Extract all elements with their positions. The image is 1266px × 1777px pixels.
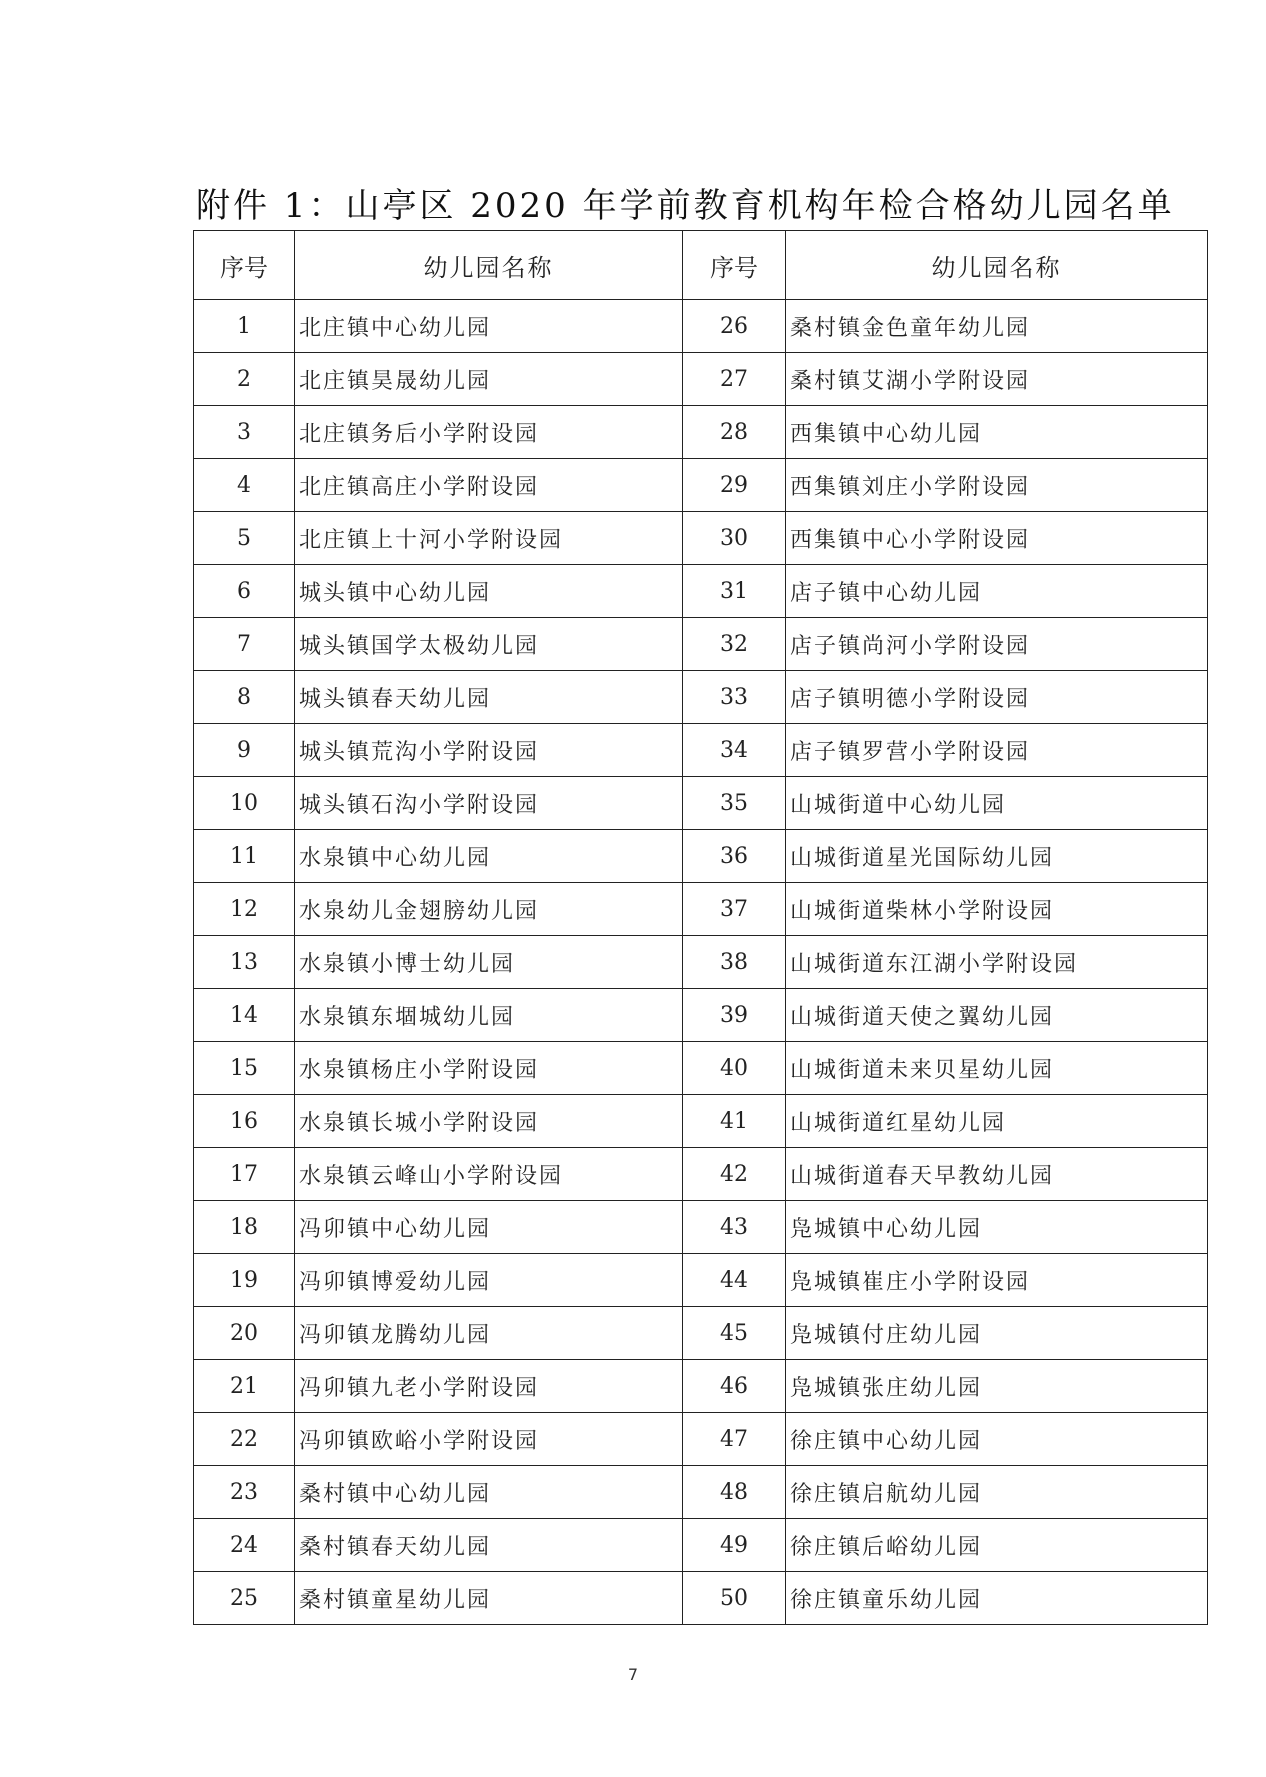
kindergarten-name-cell: 山城街道东江湖小学附设园 (786, 936, 1208, 989)
kindergarten-name-cell: 桑村镇金色童年幼儿园 (786, 300, 1208, 353)
kindergarten-name-cell: 徐庄镇童乐幼儿园 (786, 1572, 1208, 1625)
kindergarten-name-cell: 水泉镇东堌城幼儿园 (295, 989, 683, 1042)
serial-number-cell: 50 (683, 1572, 786, 1625)
serial-number-cell: 28 (683, 406, 786, 459)
table-row (194, 300, 1208, 353)
kindergarten-name-cell: 冯卯镇博爱幼儿园 (295, 1254, 683, 1307)
kindergarten-name-cell: 冯卯镇龙腾幼儿园 (295, 1307, 683, 1360)
serial-number-cell: 25 (194, 1572, 295, 1625)
serial-number-cell: 21 (194, 1360, 295, 1413)
kindergarten-name-cell: 城头镇石沟小学附设园 (295, 777, 683, 830)
table-row (194, 512, 1208, 565)
serial-number-cell: 8 (194, 671, 295, 724)
serial-number-cell: 42 (683, 1148, 786, 1201)
kindergarten-name-cell: 凫城镇张庄幼儿园 (786, 1360, 1208, 1413)
serial-number-cell: 48 (683, 1466, 786, 1519)
kindergarten-name-cell: 城头镇国学太极幼儿园 (295, 618, 683, 671)
page-number: 7 (627, 1665, 639, 1684)
table-row (194, 459, 1208, 512)
table-row (194, 1572, 1208, 1625)
kindergarten-name-cell: 店子镇尚河小学附设园 (786, 618, 1208, 671)
serial-number-cell: 9 (194, 724, 295, 777)
serial-number-cell: 30 (683, 512, 786, 565)
serial-number-cell: 10 (194, 777, 295, 830)
kindergarten-name-cell: 山城街道春天早教幼儿园 (786, 1148, 1208, 1201)
kindergarten-name-cell: 北庄镇中心幼儿园 (295, 300, 683, 353)
serial-number-cell: 2 (194, 353, 295, 406)
table-row (194, 883, 1208, 936)
table-row (194, 353, 1208, 406)
table-row (194, 1254, 1208, 1307)
kindergarten-name-cell: 山城街道红星幼儿园 (786, 1095, 1208, 1148)
table-row (194, 724, 1208, 777)
serial-number-cell: 3 (194, 406, 295, 459)
kindergarten-name-cell: 北庄镇高庄小学附设园 (295, 459, 683, 512)
table-row (194, 618, 1208, 671)
kindergarten-name-cell: 桑村镇春天幼儿园 (295, 1519, 683, 1572)
serial-number-cell: 14 (194, 989, 295, 1042)
serial-number-cell: 38 (683, 936, 786, 989)
table-header-row (194, 231, 1208, 300)
kindergarten-name-cell: 西集镇中心幼儿园 (786, 406, 1208, 459)
kindergarten-name-cell: 水泉镇杨庄小学附设园 (295, 1042, 683, 1095)
kindergarten-name-cell: 水泉幼儿金翅膀幼儿园 (295, 883, 683, 936)
header-serial-number-2: 序号 (683, 231, 786, 300)
kindergarten-name-cell: 凫城镇付庄幼儿园 (786, 1307, 1208, 1360)
kindergarten-name-cell: 冯卯镇九老小学附设园 (295, 1360, 683, 1413)
kindergarten-name-cell: 桑村镇艾湖小学附设园 (786, 353, 1208, 406)
kindergarten-name-cell: 山城街道星光国际幼儿园 (786, 830, 1208, 883)
table-row (194, 777, 1208, 830)
kindergarten-name-cell: 西集镇刘庄小学附设园 (786, 459, 1208, 512)
header-kindergarten-name-2: 幼儿园名称 (786, 231, 1208, 300)
table-row (194, 1201, 1208, 1254)
serial-number-cell: 31 (683, 565, 786, 618)
table-row (194, 1360, 1208, 1413)
kindergarten-name-cell: 徐庄镇后峪幼儿园 (786, 1519, 1208, 1572)
serial-number-cell: 11 (194, 830, 295, 883)
table-row (194, 830, 1208, 883)
serial-number-cell: 32 (683, 618, 786, 671)
table-row (194, 1307, 1208, 1360)
serial-number-cell: 24 (194, 1519, 295, 1572)
serial-number-cell: 15 (194, 1042, 295, 1095)
serial-number-cell: 19 (194, 1254, 295, 1307)
serial-number-cell: 33 (683, 671, 786, 724)
kindergarten-name-cell: 桑村镇中心幼儿园 (295, 1466, 683, 1519)
table-row (194, 989, 1208, 1042)
table-row (194, 1095, 1208, 1148)
serial-number-cell: 13 (194, 936, 295, 989)
table-row (194, 406, 1208, 459)
kindergarten-name-cell: 徐庄镇启航幼儿园 (786, 1466, 1208, 1519)
table-row (194, 936, 1208, 989)
serial-number-cell: 45 (683, 1307, 786, 1360)
serial-number-cell: 17 (194, 1148, 295, 1201)
table-row (194, 1466, 1208, 1519)
table-row (194, 1413, 1208, 1466)
kindergarten-name-cell: 山城街道柴林小学附设园 (786, 883, 1208, 936)
serial-number-cell: 20 (194, 1307, 295, 1360)
kindergarten-name-cell: 店子镇中心幼儿园 (786, 565, 1208, 618)
kindergarten-name-cell: 凫城镇崔庄小学附设园 (786, 1254, 1208, 1307)
kindergarten-name-cell: 北庄镇务后小学附设园 (295, 406, 683, 459)
table-row (194, 565, 1208, 618)
kindergarten-name-cell: 桑村镇童星幼儿园 (295, 1572, 683, 1625)
kindergarten-name-cell: 水泉镇长城小学附设园 (295, 1095, 683, 1148)
kindergarten-name-cell: 城头镇中心幼儿园 (295, 565, 683, 618)
kindergarten-table (193, 230, 1208, 1625)
kindergarten-name-cell: 店子镇罗营小学附设园 (786, 724, 1208, 777)
header-serial-number: 序号 (194, 231, 295, 300)
table-body (194, 300, 1208, 1625)
table-row (194, 1148, 1208, 1201)
kindergarten-name-cell: 徐庄镇中心幼儿园 (786, 1413, 1208, 1466)
serial-number-cell: 5 (194, 512, 295, 565)
kindergarten-name-cell: 店子镇明德小学附设园 (786, 671, 1208, 724)
table-row (194, 1042, 1208, 1095)
serial-number-cell: 35 (683, 777, 786, 830)
serial-number-cell: 6 (194, 565, 295, 618)
serial-number-cell: 39 (683, 989, 786, 1042)
table-row (194, 671, 1208, 724)
kindergarten-name-cell: 水泉镇云峰山小学附设园 (295, 1148, 683, 1201)
serial-number-cell: 43 (683, 1201, 786, 1254)
kindergarten-name-cell: 山城街道未来贝星幼儿园 (786, 1042, 1208, 1095)
serial-number-cell: 29 (683, 459, 786, 512)
header-kindergarten-name: 幼儿园名称 (295, 231, 683, 300)
kindergarten-name-cell: 水泉镇小博士幼儿园 (295, 936, 683, 989)
serial-number-cell: 26 (683, 300, 786, 353)
serial-number-cell: 4 (194, 459, 295, 512)
kindergarten-name-cell: 西集镇中心小学附设园 (786, 512, 1208, 565)
kindergarten-name-cell: 城头镇荒沟小学附设园 (295, 724, 683, 777)
serial-number-cell: 16 (194, 1095, 295, 1148)
serial-number-cell: 40 (683, 1042, 786, 1095)
serial-number-cell: 18 (194, 1201, 295, 1254)
serial-number-cell: 12 (194, 883, 295, 936)
serial-number-cell: 46 (683, 1360, 786, 1413)
kindergarten-name-cell: 冯卯镇欧峪小学附设园 (295, 1413, 683, 1466)
serial-number-cell: 47 (683, 1413, 786, 1466)
serial-number-cell: 44 (683, 1254, 786, 1307)
kindergarten-name-cell: 北庄镇上十河小学附设园 (295, 512, 683, 565)
serial-number-cell: 37 (683, 883, 786, 936)
serial-number-cell: 22 (194, 1413, 295, 1466)
kindergarten-name-cell: 冯卯镇中心幼儿园 (295, 1201, 683, 1254)
kindergarten-name-cell: 山城街道天使之翼幼儿园 (786, 989, 1208, 1042)
serial-number-cell: 7 (194, 618, 295, 671)
serial-number-cell: 49 (683, 1519, 786, 1572)
serial-number-cell: 36 (683, 830, 786, 883)
kindergarten-name-cell: 北庄镇昊晟幼儿园 (295, 353, 683, 406)
serial-number-cell: 23 (194, 1466, 295, 1519)
kindergarten-name-cell: 城头镇春天幼儿园 (295, 671, 683, 724)
serial-number-cell: 27 (683, 353, 786, 406)
table-row (194, 1519, 1208, 1572)
serial-number-cell: 34 (683, 724, 786, 777)
kindergarten-name-cell: 凫城镇中心幼儿园 (786, 1201, 1208, 1254)
kindergarten-name-cell: 山城街道中心幼儿园 (786, 777, 1208, 830)
page-title: 附件 1：山亭区 2020 年学前教育机构年检合格幼儿园名单 (196, 186, 1175, 226)
serial-number-cell: 1 (194, 300, 295, 353)
kindergarten-name-cell: 水泉镇中心幼儿园 (295, 830, 683, 883)
serial-number-cell: 41 (683, 1095, 786, 1148)
